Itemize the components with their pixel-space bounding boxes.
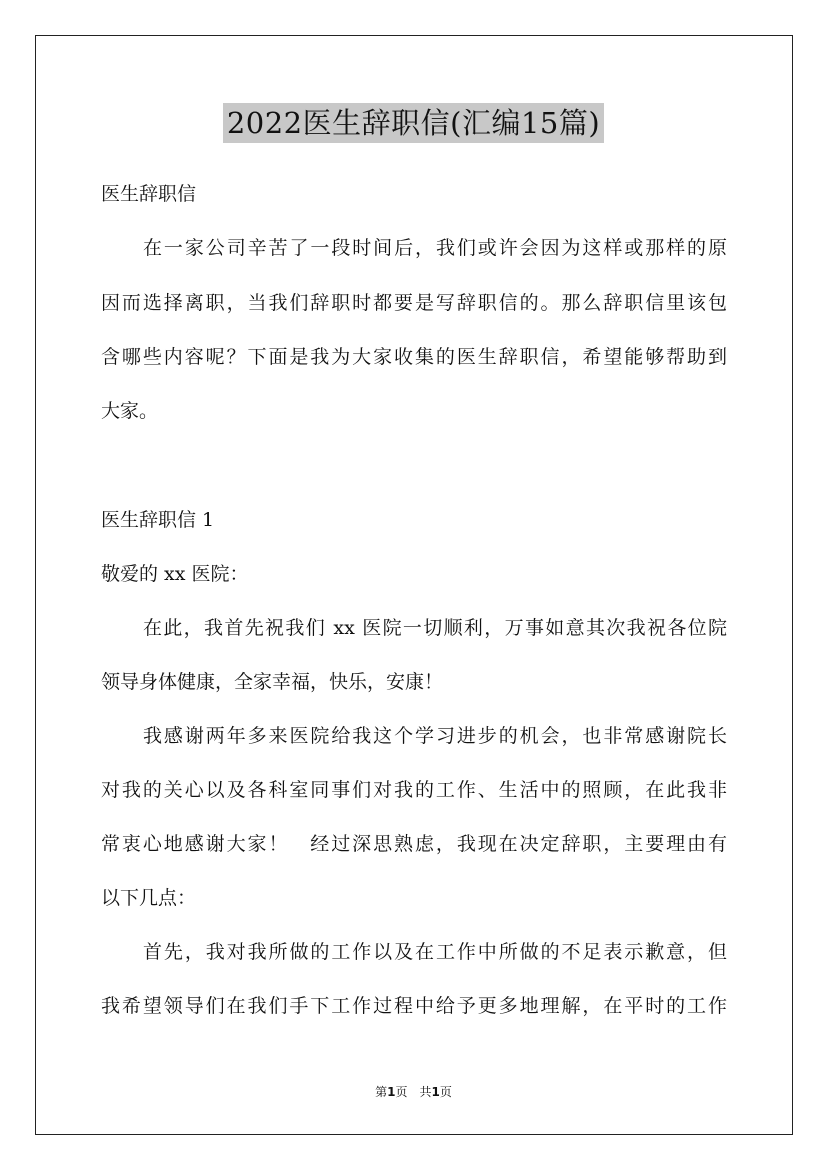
para2-line-3: 常衷心地感谢大家！ 经过深思熟虑，我现在决定辞职，主要理由有 xyxy=(101,833,727,855)
intro-line-1: 在一家公司辛苦了一段时间后，我们或许会因为这样或那样的原 xyxy=(143,237,727,259)
para3-line-2: 我希望领导们在我们手下工作过程中给予更多地理解，在平时的工作 xyxy=(101,995,727,1017)
intro-line-2: 因而选择离职，当我们辞职时都要是写辞职信的。那么辞职信里该包 xyxy=(101,292,727,314)
para3-line-1: 首先，我对我所做的工作以及在工作中所做的不足表示歉意，但 xyxy=(143,941,727,963)
page-total: 1 xyxy=(431,1085,440,1099)
footer-prefix: 第 xyxy=(375,1085,388,1099)
page-number: 1 xyxy=(387,1085,396,1099)
salutation: 敬爱的 xx 医院： xyxy=(101,563,249,585)
title-container xyxy=(0,103,827,143)
footer-mid: 页 共 xyxy=(395,1085,432,1099)
document-title: 2022医生辞职信(汇编15篇) xyxy=(223,103,604,143)
para1-line-1: 在此，我首先祝我们 xx 医院一切顺利，万事如意其次我祝各位院 xyxy=(143,617,727,639)
para1-line-2: 领导身体健康，全家幸福，快乐，安康！ xyxy=(101,671,444,693)
intro-line-3: 含哪些内容呢？下面是我为大家收集的医生辞职信，希望能够帮助到 xyxy=(101,346,727,368)
para2-line-4: 以下几点： xyxy=(101,887,197,909)
intro-line-4: 大家。 xyxy=(101,400,159,422)
page-footer xyxy=(0,1083,827,1100)
intro-heading: 医生辞职信 xyxy=(101,183,197,205)
para2-line-1: 我感谢两年多来医院给我这个学习进步的机会，也非常感谢院长 xyxy=(143,725,727,747)
para2-line-2: 对我的关心以及各科室同事们对我的工作、生活中的照顾，在此我非 xyxy=(101,779,727,801)
letter1-heading: 医生辞职信 1 xyxy=(101,509,215,531)
footer-suffix: 页 xyxy=(439,1085,452,1099)
